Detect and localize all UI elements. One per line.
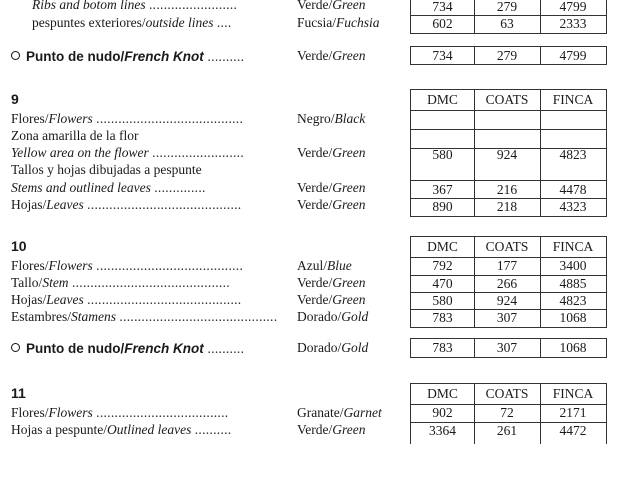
- leader-dots: ..........................................: [87, 197, 242, 212]
- leader-dots: ....: [216, 15, 232, 30]
- thread-table-knot-10: [410, 338, 607, 358]
- leader-dots: ........................: [149, 0, 238, 12]
- row-flowers-10: Flores/Flowers ........................................: [11, 258, 244, 273]
- thread-table-top: [410, 0, 607, 34]
- table-row: 783 307 1068: [432, 340, 587, 355]
- table-row: 734 279 4799: [432, 0, 587, 14]
- color-outside-lines: Fucsia/Fuchsia: [297, 15, 380, 30]
- color-knot-10: Dorado/Gold: [297, 340, 369, 355]
- section-number-10: 10: [11, 238, 27, 254]
- leader-dots: ..............: [154, 180, 206, 195]
- leader-dots: ..........: [207, 341, 245, 356]
- color-ribs: Verde/Green: [297, 0, 366, 12]
- row-stamens-10: Estambres/Stamens ...........................................: [11, 309, 278, 324]
- circle-bullet-icon: [11, 51, 20, 60]
- leader-dots: ..........: [207, 49, 245, 64]
- color-flowers: Negro/Black: [297, 111, 366, 126]
- section-number-9: 9: [11, 91, 19, 107]
- leader-dots: .........................: [152, 145, 245, 160]
- table-row: 602 63 2333: [432, 16, 587, 31]
- row-outlined-leaves-11: Hojas a pespunte/Outlined leaves ..........: [11, 422, 232, 437]
- row-stems-es: Tallos y hojas dibujadas a pespunte: [11, 162, 202, 177]
- row-ribs: [32, 0, 237, 13]
- table-row: 734 279 4799: [432, 48, 587, 63]
- leader-dots: ..........: [194, 422, 232, 437]
- row-stem-10: Tallo/Stem ...........................................: [11, 275, 230, 290]
- thread-table-10: DMC COATS FINCA 792 177 3400 470 266 4885 580 924 4823 783 307 1068: [410, 236, 607, 328]
- color-yellow-area: Verde/Green: [297, 145, 366, 160]
- table-header-row: DMC COATS FINCA: [427, 92, 594, 107]
- section-number-11: 11: [11, 385, 26, 401]
- color-knot: Verde/Green: [297, 48, 366, 63]
- leader-dots: ...........................................: [119, 309, 278, 324]
- row-yellow-area: Yellow area on the flower .........................: [11, 145, 245, 160]
- color-flowers-10: Azul/Blue: [297, 258, 352, 273]
- label-ribs: Ribs and botom lines: [32, 0, 146, 12]
- thread-table-11: DMC COATS FINCA 902 72 2171 3364 261 4472: [410, 383, 607, 444]
- french-knot-row: Punto de nudo/French Knot ..........: [11, 49, 244, 65]
- thread-table-9: DMC COATS FINCA 580 924 4823 367 216 4478 890 218 4323: [410, 89, 607, 217]
- row-stems: Stems and outlined leaves ..............: [11, 180, 206, 195]
- color-outlined-leaves-11: Verde/Green: [297, 422, 366, 437]
- color-leaves: Verde/Green: [297, 197, 366, 212]
- color-stamens-10: Dorado/Gold: [297, 309, 369, 324]
- leader-dots: ...........................................: [71, 275, 230, 290]
- leader-dots: ........................................: [96, 258, 244, 273]
- table-header-row: DMC COATS FINCA: [427, 239, 594, 254]
- color-stem-10: Verde/Green: [297, 275, 366, 290]
- leader-dots: ....................................: [96, 405, 229, 420]
- circle-bullet-icon: [11, 343, 20, 352]
- thread-table-knot: [410, 46, 607, 65]
- row-leaves-10: Hojas/Leaves ..........................................: [11, 292, 242, 307]
- french-knot-row-10: Punto de nudo/French Knot ..........: [11, 341, 244, 357]
- row-yellow-area-es: Zona amarilla de la flor: [11, 128, 139, 143]
- color-flowers-11: Granate/Garnet: [297, 405, 382, 420]
- color-stems: Verde/Green: [297, 180, 366, 195]
- row-outside-lines: pespuntes exteriores/outside lines ....: [32, 15, 232, 30]
- leader-dots: ........................................: [96, 111, 244, 126]
- table-header-row: DMC COATS FINCA: [427, 386, 594, 401]
- color-leaves-10: Verde/Green: [297, 292, 366, 307]
- row-flowers: Flores/Flowers ........................................: [11, 111, 244, 126]
- row-flowers-11: Flores/Flowers ....................................: [11, 405, 229, 420]
- leader-dots: ..........................................: [87, 292, 242, 307]
- row-leaves: Hojas/Leaves ..........................................: [11, 197, 242, 212]
